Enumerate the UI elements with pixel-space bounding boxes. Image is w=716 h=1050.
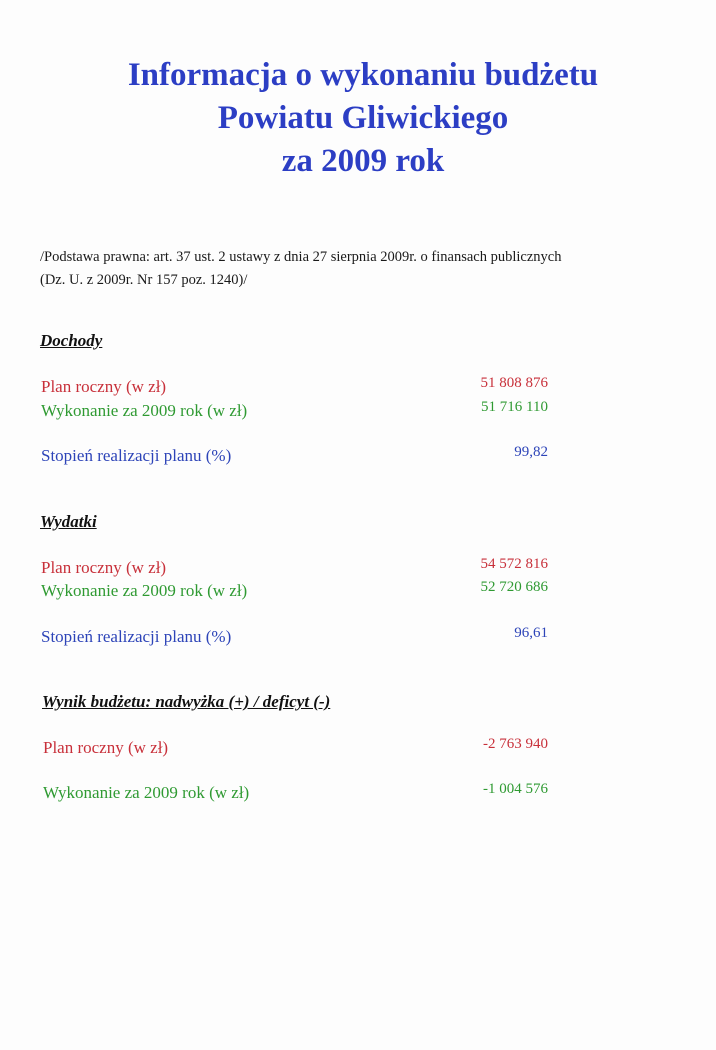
income-plan-label: Plan roczny (w zł) [41,377,167,396]
expenses-execution-label: Wykonanie za 2009 rok (w zł) [41,581,248,600]
legal-basis [40,246,660,292]
expenses-ratio-value: 96,61 [514,625,548,641]
legal-basis-line-1: /Podstawa prawna: art. 37 ust. 2 ustawy z dnia 27 sierpnia 2009r. o finansach publicznych [40,249,562,265]
title-line-3: za 2009 rok [281,143,445,179]
income-execution-value: 51 716 110 [481,399,548,415]
expenses-execution-value: 52 720 686 [480,579,548,595]
income-ratio-value: 99,82 [514,444,548,460]
expenses-plan-value: 54 572 816 [480,556,548,572]
result-plan-label: Plan roczny (w zł) [43,738,169,757]
document-title [0,54,716,183]
income-execution-label: Wykonanie za 2009 rok (w zł) [41,401,248,420]
expenses-heading: Wydatki [40,512,97,531]
title-line-1: Informacja o wykonaniu budżetu [127,57,599,93]
income-plan-value: 51 808 876 [480,375,548,391]
legal-basis-line-2: (Dz. U. z 2009r. Nr 157 poz. 1240)/ [40,272,248,288]
result-execution-value: -1 004 576 [483,781,548,797]
expenses-ratio-label: Stopień realizacji planu (%) [41,627,232,646]
title-line-2: Powiatu Gliwickiego [217,100,509,136]
expenses-plan-label: Plan roczny (w zł) [41,558,167,577]
result-plan-value: -2 763 940 [483,736,548,752]
result-heading: Wynik budżetu: nadwyżka (+) / deficyt (-) [42,692,331,711]
income-ratio-label: Stopień realizacji planu (%) [41,446,232,465]
income-heading: Dochody [40,331,103,350]
result-execution-label: Wykonanie za 2009 rok (w zł) [43,783,250,802]
